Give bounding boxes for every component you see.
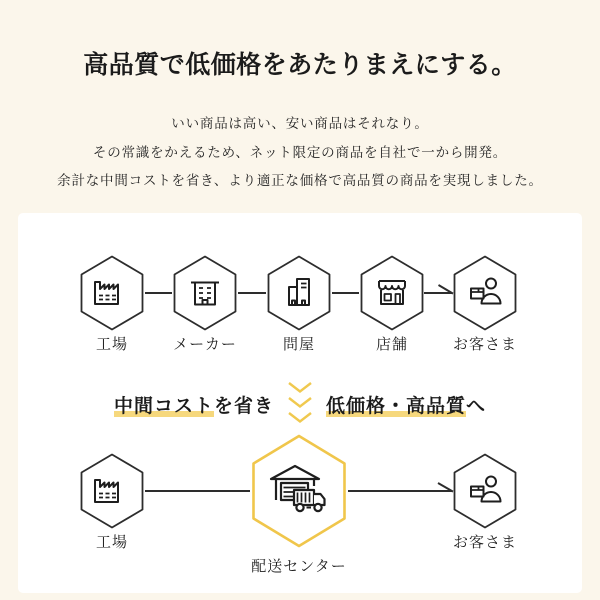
node-label: 問屋 [282,336,315,353]
plain-text: へ [466,395,487,417]
flow-node-customer [438,255,532,354]
flow-node-wholesaler [252,255,346,354]
plain-text: を省き [213,395,274,417]
node-label: お客さま [452,336,517,353]
hexagon-outline-highlighted [250,434,348,548]
node-label: 工場 [95,534,128,551]
flow-node-factory-direct [65,453,159,552]
node-label: 工場 [95,336,128,353]
connector-arrow-icon [424,284,456,302]
node-label: お客さま [452,534,517,551]
connector-line [145,490,250,492]
subtitle-line-1: いい商品は高い、安い商品はそれなり。 [171,116,429,131]
page-title: 高品質で低価格をあたりまえにする。 [83,51,517,79]
node-label: メーカー [173,336,237,353]
transition-row [18,381,582,427]
connector-line [238,292,266,294]
highlighted-text: 中間コスト [113,395,214,417]
flow-node-maker [158,255,252,354]
flow-node-store [345,255,439,354]
connector-line [332,292,359,294]
flow-node-customer-direct [438,453,532,552]
highlighted-text: 低価格・高品質 [326,395,467,417]
flow-node-factory [65,255,159,354]
page-subtitle [0,110,600,196]
transition-left-text [114,391,274,418]
subtitle-line-3: 余計な中間コストを省き、より適正な価格で高品質の商品を実現しました。 [57,173,543,188]
diagram-card [18,213,582,593]
connector-arrow-icon [348,482,456,500]
subtitle-line-2: その常識をかえるため、ネット限定の商品を自社で一から開発。 [92,144,508,160]
flow-node-distribution-center [250,434,348,576]
node-label: 店舗 [375,336,408,353]
connector-line [145,292,172,294]
transition-right-text [326,391,486,418]
triple-chevron-down-icon [287,381,313,427]
node-label: 配送センター [251,558,347,575]
